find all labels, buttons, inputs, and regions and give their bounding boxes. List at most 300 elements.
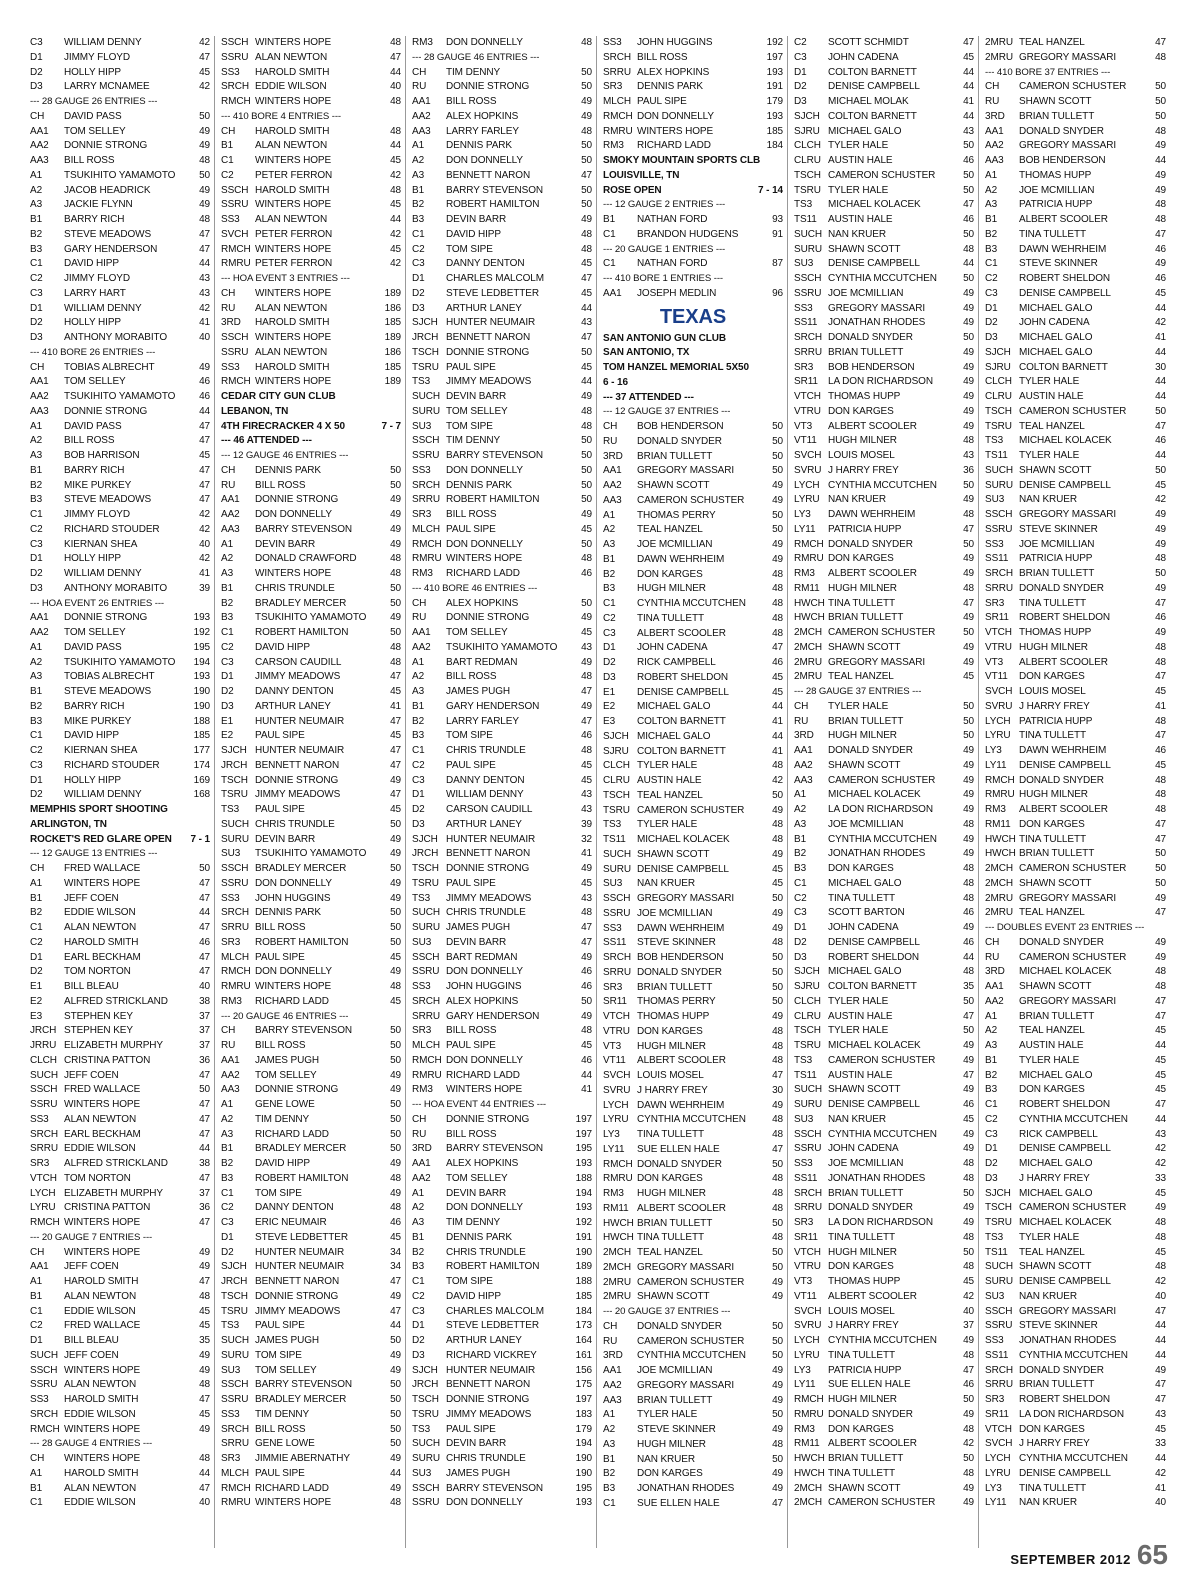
score: 48 [199,155,210,166]
class-code: B3 [30,494,43,506]
shooter-name: TOM SELLEY [446,627,508,638]
shooter-name: DENNIS PARK [446,140,512,152]
class-code: SJCH [985,346,1011,358]
class-code: HWCH [603,1232,634,1244]
score: 48 [772,612,783,624]
result-row [603,509,783,524]
class-code: SS3 [221,214,240,225]
class-code: C2 [412,1290,425,1302]
score: 45 [390,686,401,697]
score: 49 [581,951,592,963]
class-code: SR3 [985,1394,1005,1405]
class-code: JRCH [412,332,439,343]
shooter-name: HUGH MILNER [1019,641,1088,653]
shooter-name: STEVE LEDBETTER [255,1231,348,1243]
shooter-name: WILLIAM DENNY [64,568,142,579]
club-info-text: SAN ANTONIO, TX [603,347,690,359]
shooter-name: BENNETT NARON [446,169,531,181]
score: 197 [766,51,783,63]
results-column-3 [412,36,597,1548]
result-row [794,154,974,169]
score: 49 [581,656,592,668]
result-row [30,685,210,700]
shooter-name: CHARLES MALCOLM [446,1305,544,1317]
shooter-name: STEVE SKINNER [637,1424,716,1435]
class-code: A1 [221,538,234,550]
score: 32 [581,833,592,845]
shooter-name: BARRY RICH [64,464,125,476]
shooter-name: PAUL SIPE [446,1423,496,1435]
class-code: SUCH [30,1349,58,1361]
result-row [603,1217,783,1232]
class-code: SRCH [221,907,249,919]
shooter-name: JOE MCMILLIAN [828,818,904,830]
score: 36 [963,464,974,476]
event-header-text: --- HOA EVENT 3 ENTRIES --- [221,273,350,284]
shooter-name: TSUKIHITO YAMAMOTO [64,169,176,181]
class-code: SRCH [985,1364,1013,1376]
result-row [985,1452,1166,1467]
event-header-text: --- 20 GAUGE 1 ENTRIES --- [603,243,726,255]
class-code: SS3 [603,37,622,48]
score: 192 [575,1217,592,1228]
class-code: TSRU [221,789,248,801]
result-row [603,1364,783,1379]
result-row [985,464,1166,479]
score: 49 [963,833,974,845]
score: 46 [581,1054,592,1066]
shooter-name: DENISE CAMPBELL [1019,287,1111,299]
shooter-name: CYNTHIA MCCUTCHEN [828,479,937,491]
shooter-name: JONATHAN RHODES [828,317,926,329]
result-row [794,331,974,346]
shooter-name: ALAN NEWTON [255,302,328,314]
shooter-name: TSUKIHITO YAMAMOTO [64,656,176,668]
result-row [30,995,210,1010]
score: 189 [384,376,401,388]
result-row [30,1305,210,1320]
result-row [794,1349,974,1364]
shooter-name: LARRY MCNAMEE [64,81,150,93]
score: 30 [772,1084,783,1096]
score: 49 [963,346,974,358]
score: 49 [1155,140,1166,152]
score: 49 [772,848,783,860]
score: 46 [1155,435,1166,447]
score: 44 [772,730,783,742]
result-row [794,1378,974,1393]
class-code: C1 [603,228,616,240]
class-code: B2 [603,1468,616,1480]
shooter-name: WINTERS HOPE [64,1364,141,1376]
result-row [221,1305,401,1320]
result-row [412,567,592,582]
result-row [412,877,592,892]
shooter-name: DANNY DENTON [446,774,525,786]
score: 188 [575,1276,592,1287]
shooter-name: TYLER HALE [1019,1054,1080,1066]
class-code: SRRU [412,1010,440,1022]
result-row [794,670,974,685]
result-row [30,110,210,125]
result-row [603,464,783,479]
result-row [221,1216,401,1231]
score: 49 [963,420,974,432]
shooter-name: LA DON RICHARDSON [828,804,933,815]
result-row [985,538,1166,553]
class-code: 2MRU [985,37,1013,48]
shooter-name: DONNIE STRONG [446,1394,530,1405]
score: 194 [575,1187,592,1199]
shooter-name: ALAN NEWTON [64,1290,137,1302]
class-code: A2 [412,155,425,166]
result-row [985,154,1166,169]
shooter-name: CAMERON SCHUSTER [1019,1202,1127,1214]
shooter-name: EDDIE WILSON [64,907,136,919]
result-row [221,582,401,597]
class-code: C2 [30,936,43,948]
score: 49 [963,1084,974,1096]
class-code: VT11 [603,1055,626,1067]
score: 193 [193,671,210,683]
score: 49 [390,1084,401,1096]
class-code: LY3 [985,745,1002,756]
class-code: VTCH [794,391,821,402]
score: 46 [963,1099,974,1110]
result-row [412,1128,592,1143]
shooter-name: BENNETT NARON [446,1379,531,1391]
result-row [985,287,1166,302]
shooter-name: NAN KRUER [828,228,886,240]
class-code: HWCH [985,833,1016,845]
score: 47 [1155,1305,1166,1317]
score: 47 [1155,597,1166,609]
shooter-name: BILL ROSS [255,479,306,491]
result-row [412,936,592,951]
shooter-name: ALBERT SCOOLER [637,1202,726,1214]
score: 50 [390,922,401,933]
class-code: CH [221,125,236,137]
shooter-name: STEVE MEADOWS [64,228,152,240]
result-row [412,198,592,213]
class-code: SU3 [412,936,432,948]
class-code: SUCH [794,1084,822,1096]
score: 41 [390,700,401,712]
shooter-name: MICHAEL GALO [637,730,711,742]
class-code: C2 [412,759,425,771]
result-row [794,420,974,435]
shooter-name: JEFF COEN [64,892,119,904]
result-row [603,582,783,597]
result-row [221,744,401,759]
class-code: B3 [603,583,616,595]
result-row [30,1467,210,1482]
result-row [412,759,592,774]
score: 169 [193,774,210,786]
score: 46 [963,155,974,166]
score: 50 [581,995,592,1007]
score: 48 [1155,789,1166,801]
class-code: A1 [412,140,425,152]
class-code: LYCH [794,1335,820,1346]
class-code: CLCH [794,140,821,152]
result-row [221,759,401,774]
score: 47 [963,523,974,535]
class-code: RU [412,612,427,624]
result-row [985,331,1166,346]
shooter-name: DAWN WEHRHEIM [828,509,916,520]
shooter-name: DAWN WEHRHEIM [637,922,725,934]
score: 43 [1155,1408,1166,1420]
result-row [794,700,974,715]
class-code: TSRU [221,1305,248,1317]
event-header [221,1010,401,1025]
shooter-name: THOMAS PERRY [637,509,716,521]
score: 44 [199,405,210,417]
result-row [794,1452,974,1467]
result-row [221,906,401,921]
class-code: VTCH [603,1011,630,1022]
club-info-text: SAN ANTONIO GUN CLUB [603,332,727,344]
class-code: CH [221,1025,236,1037]
class-code: SSCH [412,951,440,963]
result-row [603,612,783,627]
class-code: A2 [794,804,807,815]
result-row [30,420,210,435]
shoot-date: 7 - 7 [381,420,401,432]
score: 30 [1155,361,1166,373]
score: 45 [581,1040,592,1051]
shooter-name: RICK CAMPBELL [637,657,716,668]
score: 48 [390,125,401,137]
result-row [603,80,783,95]
score: 48 [963,877,974,889]
shooter-name: BARRY STEVENSON [446,1143,544,1155]
class-code: RM3 [412,1084,433,1096]
class-code: TSCH [221,1290,248,1302]
class-code: SRCH [412,479,440,491]
shooter-name: GARY HENDERSON [64,243,158,255]
score: 47 [390,715,401,727]
class-code: C1 [221,627,234,638]
shooter-name: BRIAN TULLETT [1019,110,1095,122]
score: 43 [581,317,592,329]
result-row [30,1408,210,1423]
result-row [221,921,401,936]
shooter-name: PATRICIA HUPP [828,523,902,535]
result-row [603,1128,783,1143]
score: 47 [1155,833,1166,845]
shooter-name: DONNIE STRONG [255,1084,339,1096]
class-code: C2 [603,612,616,624]
result-row [412,788,592,803]
class-code: B1 [30,464,43,476]
result-row [30,169,210,184]
shooter-name: J HARRY FREY [828,1320,899,1332]
class-code: SUCH [221,1335,249,1346]
shooter-name: HAROLD SMITH [64,1467,139,1479]
result-row [794,1467,974,1482]
result-row [794,198,974,213]
score: 49 [963,361,974,373]
result-row [985,833,1166,848]
class-code: B1 [30,892,43,904]
result-row [985,1231,1166,1246]
event-header [30,346,210,361]
shooter-name: JOHN CADENA [637,642,708,654]
score: 42 [1155,1276,1166,1287]
result-row [794,169,974,184]
score: 50 [581,597,592,609]
shooter-name: DENISE CAMPBELL [828,936,920,948]
score: 197 [575,1128,592,1140]
result-row [985,1098,1166,1113]
result-row [221,1128,401,1143]
score: 49 [963,789,974,801]
class-code: E3 [30,1010,43,1022]
score: 45 [390,243,401,255]
shooter-name: BRIAN TULLETT [828,715,904,727]
shooter-name: BARRY STEVENSON [255,523,353,535]
shooter-name: CHARLES MALCOLM [446,273,544,284]
club-info-text: --- 46 ATTENDED --- [221,435,312,447]
shooter-name: ALAN NEWTON [255,140,328,152]
shooter-name: TYLER HALE [1019,450,1080,461]
class-code: TSCH [412,1394,439,1405]
class-code: A3 [603,1438,616,1450]
shooter-name: ROBERT SHELDON [828,951,920,963]
score: 50 [963,730,974,742]
result-row [30,1098,210,1113]
result-row [221,243,401,258]
class-code: A1 [985,1010,998,1022]
shooter-name: TOM SELLEY [64,376,126,388]
shooter-name: TYLER HALE [1019,376,1080,388]
event-header-text: --- 28 GAUGE 46 ENTRIES --- [412,51,540,63]
shooter-name: TSUKIHITO YAMAMOTO [64,391,176,402]
result-row [603,1158,783,1173]
shooter-name: DANNY DENTON [255,1202,334,1214]
score: 46 [199,391,210,402]
shooter-name: ALEX HOPKINS [446,597,519,609]
shooter-name: FRED WALLACE [64,1320,141,1332]
class-code: SJRU [985,361,1011,373]
class-code: C2 [221,641,234,653]
event-header [412,582,592,597]
shooter-name: DON KARGES [1019,1423,1085,1435]
shooter-name: TIM DENNY [255,1408,310,1420]
class-code: SJCH [221,1261,247,1273]
shooter-name: DENISE CAMPBELL [1019,1467,1111,1479]
class-code: SRCH [221,81,249,93]
score: 50 [963,1453,974,1464]
score: 192 [193,627,210,638]
score: 47 [390,745,401,756]
class-code: SU3 [221,1364,241,1376]
shooter-name: CAMERON SCHUSTER [828,1497,936,1509]
class-code: SJCH [794,110,820,122]
shooter-name: HUGH MILNER [828,1246,897,1258]
shooter-name: ALBERT SCOOLER [1019,214,1108,225]
shooter-name: DON DONNELLY [446,1497,523,1509]
class-code: AA2 [603,1379,622,1391]
score: 49 [772,1468,783,1480]
shooter-name: DON DONNELLY [446,1054,523,1066]
class-code: RMRU [794,1408,824,1420]
class-code: A3 [221,568,234,579]
class-code: SRRU [985,582,1013,594]
class-code: TSRU [412,877,439,889]
shooter-name: JOE MCMILLIAN [828,287,904,299]
class-code: VT11 [985,671,1008,683]
score: 49 [390,848,401,860]
shooter-name: NAN KRUER [1019,1497,1077,1509]
shooter-name: PATRICIA HUPP [1019,553,1093,565]
class-code: LY11 [794,523,816,535]
shooter-name: JIMMY MEADOWS [255,671,341,683]
class-code: A1 [794,789,807,801]
class-code: AA1 [221,1054,240,1066]
shooter-name: LA DON RICHARDSON [1019,1408,1124,1420]
score: 50 [390,936,401,948]
result-row [30,582,210,597]
shooter-name: ARTHUR LANEY [255,700,331,712]
class-code: C1 [30,509,43,520]
score: 47 [1155,671,1166,683]
class-code: SRCH [30,1128,58,1140]
shooter-name: JOE MCMILLIAN [1019,184,1095,196]
club-info-text: --- 37 ATTENDED --- [603,391,694,403]
class-code: C2 [30,523,43,535]
class-code: LYCH [985,715,1011,727]
class-code: D1 [985,1143,998,1155]
result-row [794,110,974,125]
shooter-name: CHRIS TRUNDLE [446,1453,526,1464]
result-row [603,774,783,789]
shooter-name: DEVIN BARR [446,1187,507,1199]
shooter-name: ROBERT HAMILTON [446,494,540,506]
class-code: SVCH [794,1305,822,1317]
result-row [412,552,592,567]
result-row [794,228,974,243]
score: 48 [581,1025,592,1037]
class-code: AA1 [985,125,1004,137]
shooter-name: DONALD SNYDER [828,1202,913,1214]
class-code: SU3 [412,1467,432,1479]
result-row [30,287,210,302]
shooter-name: HUGH MILNER [637,1188,706,1199]
shooter-name: DENISE CAMPBELL [1019,1143,1111,1155]
class-code: SS3 [985,538,1004,550]
event-header [30,847,210,862]
score: 48 [581,125,592,137]
club-info-text: LOUISVILLE, TN [603,169,680,181]
class-code: A3 [30,199,43,211]
score: 46 [581,966,592,978]
shooter-name: BRIAN TULLETT [637,450,713,462]
result-row [412,892,592,907]
result-row [412,906,592,921]
class-code: B1 [412,184,425,196]
result-row [794,1128,974,1143]
score: 49 [963,1335,974,1346]
result-row [985,626,1166,641]
shooter-name: BILL ROSS [637,51,688,63]
class-code: SSCH [985,509,1013,520]
class-code: SR3 [221,936,241,948]
result-row [221,847,401,862]
shooter-name: DONALD SNYDER [1019,1364,1104,1376]
